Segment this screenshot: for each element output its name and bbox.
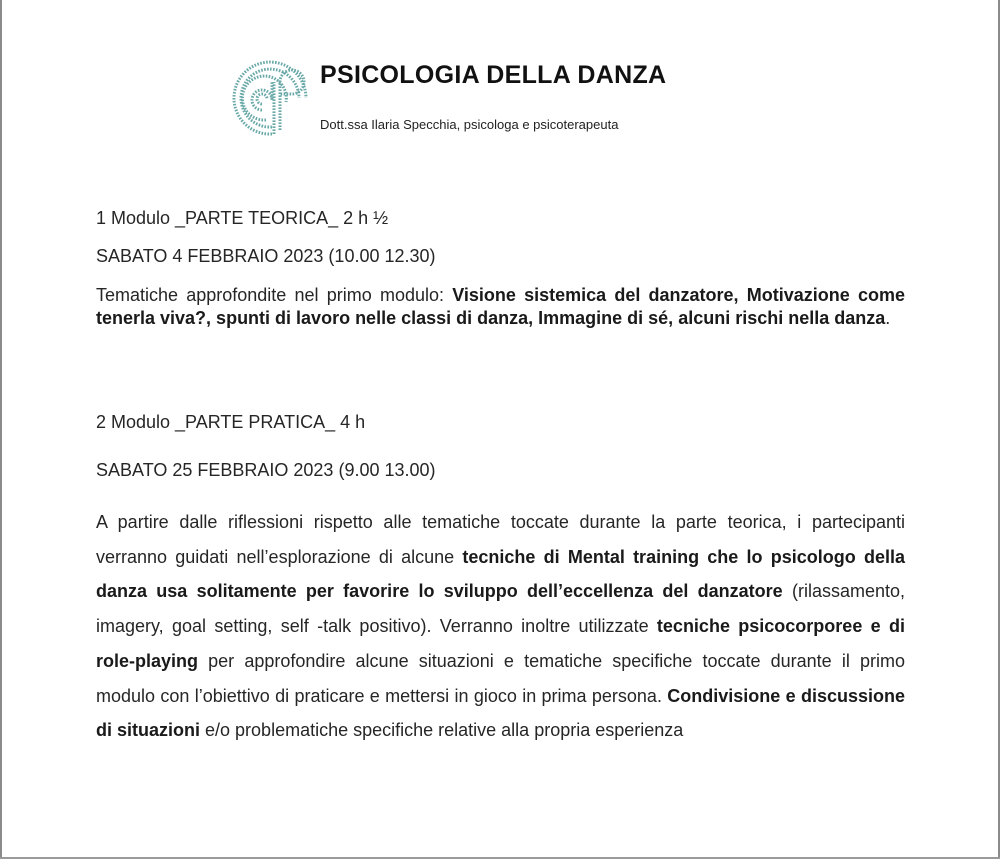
- module-2-text-segment: per approfondire alcune situazioni e tematiche specifiche toccate durante il primo modulo con l’obiettivo di praticare e mettersi in gioco in prima persona.: [96, 650, 905, 706]
- module-1-description: [96, 284, 905, 330]
- module-2-text-segment: A partire dalle riflessioni rispetto alle tematiche toccate durante la parte teorica, i partecipanti verranno guidati nell’esplorazione di alcune: [96, 512, 905, 567]
- module-2-title: 2 Modulo _PARTE PRATICA_ 4 h: [96, 412, 366, 432]
- brand-title: PSICOLOGIA DELLA DANZA: [320, 61, 667, 89]
- brand-subtitle: Dott.ssa Ilaria Specchia, psicologa e psicoterapeuta: [320, 117, 619, 132]
- page-border-left: [0, 0, 2, 859]
- module-1-text-segment: .: [885, 308, 891, 328]
- module-2-bold-segment: tecniche psicocorporee e di role-playing: [96, 616, 906, 671]
- module-1-bold-segment: Visione sistemica del danzatore, Motivazione come tenerla viva?, spunti di lavoro nelle classi di danza, Immagine di sé, alcuni rischi nella danza: [96, 285, 905, 328]
- module-2-text-segment: (rilassamento, imagery, goal setting, self -talk positivo). Verranno inoltre utilizzate: [96, 581, 905, 637]
- module-2-date: SABATO 25 FEBBRAIO 2023 (9.00 13.00): [96, 460, 436, 480]
- module-2-bold-segment: Condivisione e discussione di situazioni: [96, 685, 906, 741]
- module-1-text-segment: Tematiche approfondite nel primo modulo:: [96, 285, 453, 305]
- module-1-title: 1 Modulo _PARTE TEORICA_ 2 h ½: [96, 208, 389, 228]
- module-2-description: [96, 505, 905, 748]
- module-1-date: SABATO 4 FEBBRAIO 2023 (10.00 12.30): [96, 246, 436, 266]
- dp-spiral-logo-icon: [228, 58, 310, 140]
- module-2-text-segment: e/o problematiche specifiche relative alla propria esperienza: [200, 720, 684, 741]
- module-2-bold-segment: tecniche di Mental training che lo psicologo della danza usa solitamente per favorire lo sviluppo dell’eccellenza del danzatore: [96, 546, 905, 602]
